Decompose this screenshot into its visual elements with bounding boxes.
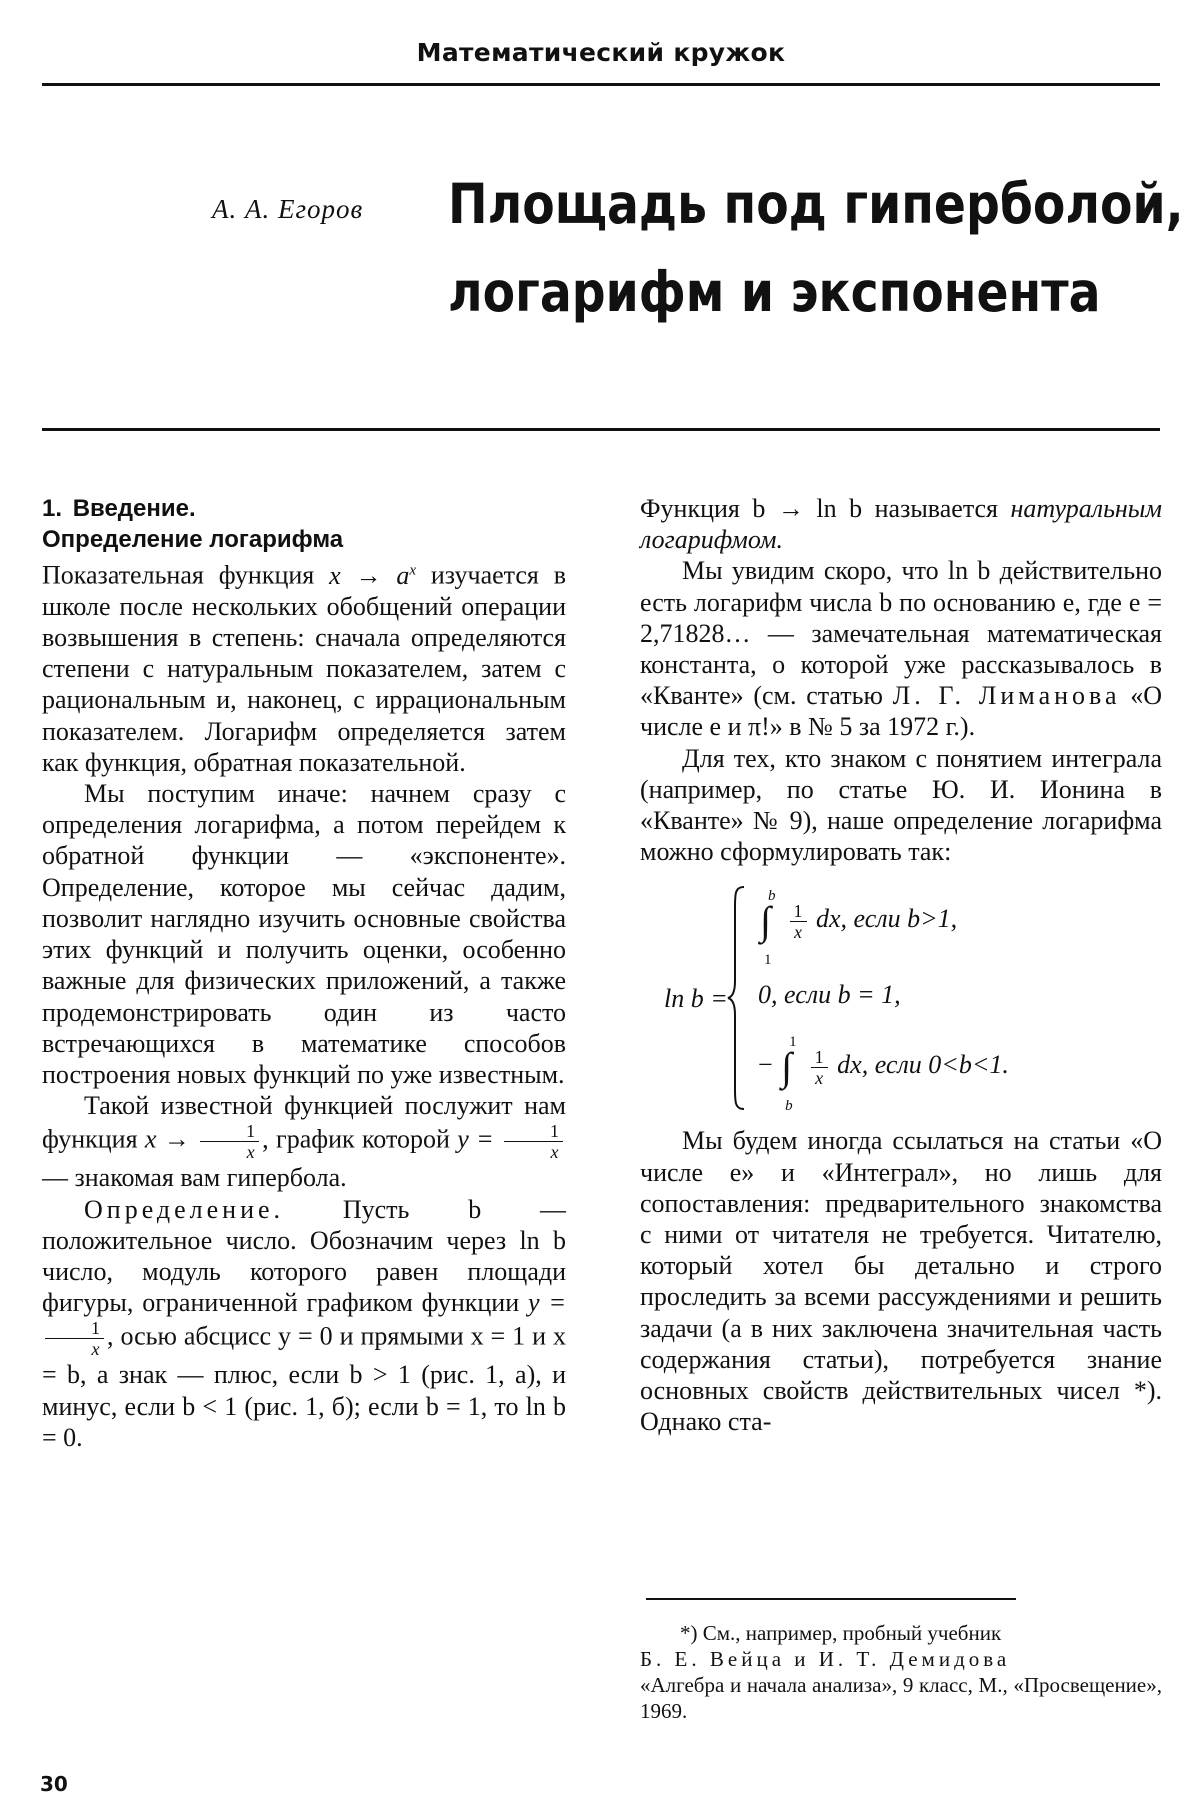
paragraph-2: Мы поступим иначе: начнем сразу с определения логарифма, а потом перейдем к обратной функции — «экспоненте». Определение, которое мы сейчас дадим, позволит наглядно изучить основные свойства этих функций и получить оценки, особенно важные для физических приложений, а также продемонстрировать один из часто встречающихся в математике способов построения новых функций по уже известным. (42, 779, 566, 1089)
author-name: Л. Г. Лиманова (892, 681, 1121, 711)
section-title: Математический кружок (416, 38, 786, 67)
case-equal: 0, если b = 1, (758, 980, 901, 1010)
fraction-one-over-x: $\frac{1}{x}$ (790, 901, 807, 942)
right-paragraph-4: Мы будем иногда ссылаться на статьи «О числе e» и «Интеграл», но лишь для сопоставления: предварительного знакомства с ними от читателя не требуется. Читателю, который хотел бы детально и строго проследить за всеми рассуждениями и решить задачи (а в них заключена значительная часть содержания статьи), потребуется знание основных свойств действительных чисел *). Однако ста- (640, 1126, 1162, 1437)
left-brace (726, 885, 746, 1111)
p4-y-eq: y = (528, 1288, 566, 1318)
left-column (42, 493, 566, 1453)
p1-mapping: $x \to a^x$ (329, 560, 417, 590)
p3-text-b: , график которой (262, 1124, 450, 1154)
title-rule (42, 428, 1160, 431)
integral-sign: ∫ 1 b (781, 1034, 797, 1115)
p3-y-eq: y = (457, 1124, 494, 1154)
r2-tail: «О числе e и π!» в № 5 за 1972 г.). (640, 681, 1162, 742)
p4-text-a: Пусть b — положительное число. Обозначим через ln b число, модуль которого равен площади фигуры, ограниченной графиком функции (42, 1194, 566, 1318)
fraction-one-over-x: $\frac{1}{x}$ (45, 1318, 104, 1359)
p1-text-a: Показательная функция (42, 560, 315, 590)
right-paragraph-1 (640, 493, 1162, 555)
case1-text: dx, если b>1, (816, 904, 958, 934)
section-heading (42, 493, 566, 555)
title-line-2: логарифм и экспонента (448, 260, 1101, 324)
footnote-line-3: «Алгебра и начала анализа», 9 класс, М., «Просвещение», 1969. (640, 1673, 1162, 1723)
r2-text: Мы увидим скоро, что ln b действительно есть логарифм числа b по основанию e, где e = 2,71828… — замечательная математическая константа, о которой уже рассказывалось в «Кванте» (см. статью (640, 556, 1162, 711)
case3-text: dx, если 0<b<1. (837, 1050, 1009, 1080)
minus-sign: − (758, 1050, 773, 1080)
r1-text: Функция b → ln b называется (640, 494, 998, 523)
p1-text-b: изучается в школе после нескольких обобщений операции возвышения в степень: сначала определяются степени с натуральным показателем, затем с рациональным и, наконец, с иррациональным показателем. Логарифм определяется затем как функция, обратная показательной. (42, 560, 566, 777)
top-rule (42, 83, 1160, 86)
heading-number: 1. (42, 495, 63, 522)
p3-mapping: x → (144, 1124, 190, 1154)
p4-text-b: , осью абсцисс y = 0 и прямыми x = 1 и x = b, а знак — плюс, если b > 1 (рис. 1, а), и минус, если b < 1 (рис. 1, б); если b = 1, то ln b = 0. (42, 1321, 566, 1452)
title-line-1: Площадь под гиперболой, (448, 172, 1184, 236)
p3-text-c: — знакомая вам гипербола. (42, 1163, 347, 1193)
footnote-line-1: *) См., например, пробный учебник (680, 1621, 1002, 1645)
author: А. А. Егоров (212, 194, 364, 224)
p3-text-a: Такой известной функцией послужит нам функция (42, 1091, 566, 1154)
log-definition-formula (640, 879, 1162, 1115)
fraction-one-over-x: $\frac{1}{x}$ (811, 1047, 828, 1088)
right-paragraph-2 (640, 555, 1162, 742)
case-greater (758, 888, 958, 969)
footnote-rule (646, 1598, 1016, 1600)
integral-sign: ∫ b 1 (760, 888, 776, 969)
footnote-names: Б. Е. Вейца и И. Т. Демидова (640, 1647, 1011, 1671)
paragraph-1 (42, 555, 566, 778)
heading-line-2: Определение логарифма (42, 526, 344, 553)
term-natural-log: натуральным логарифмом. (640, 494, 1163, 555)
formula-lhs: ln b = (664, 984, 728, 1014)
paragraph-4 (42, 1194, 566, 1453)
paragraph-3 (42, 1090, 566, 1193)
right-column (640, 493, 1162, 1437)
fraction-one-over-x: $\frac{1}{x}$ (200, 1121, 259, 1162)
page-number: 30 (40, 1772, 68, 1796)
right-paragraph-3: Для тех, кто знаком с понятием интеграла (например, по статье Ю. И. Ионина в «Кванте» № 9), наше определение логарифма можно сформулировать так: (640, 743, 1162, 867)
heading-line-1: Введение. (72, 495, 196, 522)
footnote (640, 1620, 1162, 1724)
case-less (758, 1034, 1009, 1115)
definition-label: Определение. (84, 1194, 285, 1224)
article-title (448, 160, 1184, 336)
fraction-one-over-x: $\frac{1}{x}$ (504, 1121, 563, 1162)
